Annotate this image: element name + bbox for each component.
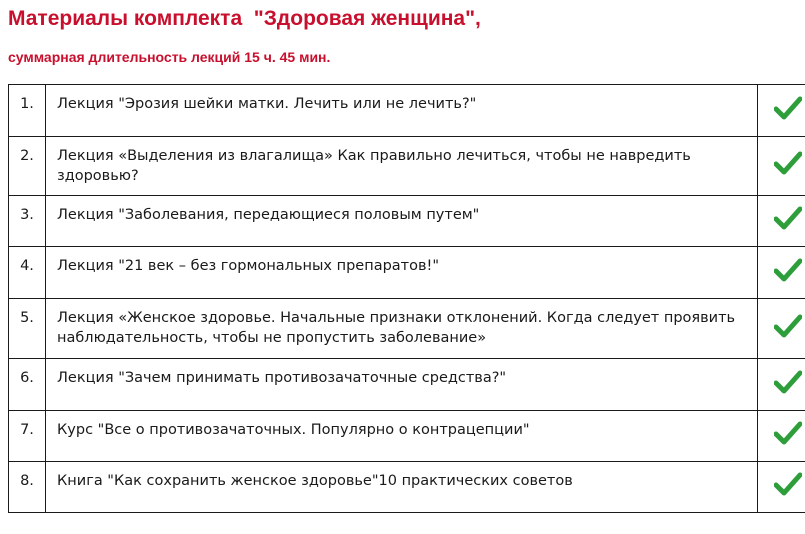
row-number: 6. xyxy=(9,359,46,411)
table-row xyxy=(9,247,805,299)
row-title: Лекция "Заболевания, передающиеся половым путем" xyxy=(46,196,758,247)
row-number: 2. xyxy=(9,137,46,196)
table-row xyxy=(9,299,805,359)
check-icon xyxy=(774,370,802,394)
table-row xyxy=(9,462,805,513)
check-icon xyxy=(774,96,802,120)
check-icon xyxy=(774,421,802,445)
table-row xyxy=(9,411,805,462)
row-title: Лекция «Выделения из влагалища» Как правильно лечиться, чтобы не навредить здоровью? xyxy=(46,137,758,196)
page-title: Материалы комплекта "Здоровая женщина", xyxy=(8,7,481,30)
check-icon xyxy=(774,151,802,175)
materials-table xyxy=(8,84,805,513)
row-title: Лекция "Зачем принимать противозачаточные средства?" xyxy=(46,359,758,411)
check-icon xyxy=(774,206,802,230)
row-number: 7. xyxy=(9,411,46,462)
row-title: Книга "Как сохранить женское здоровье"10 практических советов xyxy=(46,462,758,513)
table-row xyxy=(9,196,805,247)
check-icon xyxy=(774,258,802,282)
row-number: 5. xyxy=(9,299,46,359)
row-title: Лекция «Женское здоровье. Начальные признаки отклонений. Когда следует проявить наблюдательность, чтобы не пропустить заболевание» xyxy=(46,299,758,359)
table-row xyxy=(9,137,805,196)
row-title: Лекция "21 век – без гормональных препаратов!" xyxy=(46,247,758,299)
row-number: 3. xyxy=(9,196,46,247)
table-row xyxy=(9,359,805,411)
row-title: Курс "Все о противозачаточных. Популярно о контрацепции" xyxy=(46,411,758,462)
row-number: 4. xyxy=(9,247,46,299)
check-icon xyxy=(774,472,802,496)
check-icon xyxy=(774,314,802,338)
row-number: 1. xyxy=(9,85,46,137)
page-subtitle: суммарная длительность лекций 15 ч. 45 мин. xyxy=(8,49,331,65)
row-number: 8. xyxy=(9,462,46,513)
table-row xyxy=(9,85,805,137)
row-title: Лекция "Эрозия шейки матки. Лечить или не лечить?" xyxy=(46,85,758,137)
